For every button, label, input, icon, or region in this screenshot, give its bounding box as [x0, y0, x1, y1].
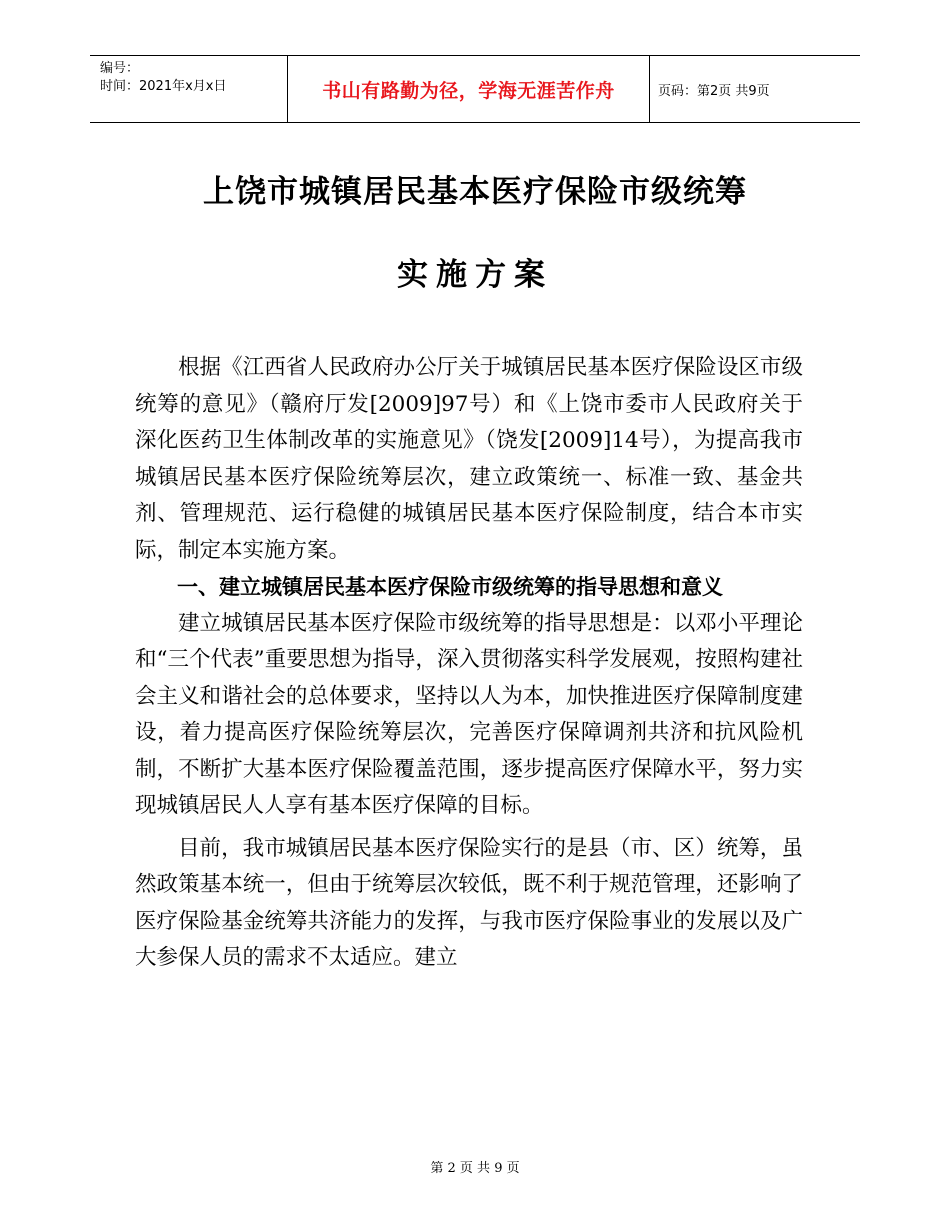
- header-motto: 书山有路勤为径，学海无涯苦作舟: [287, 56, 650, 122]
- header-meta: [90, 56, 287, 122]
- document-title-line-2: 实施方案: [397, 257, 553, 293]
- document-number-label: 编号：: [100, 61, 140, 76]
- header-page-info: 页码：第2页 共9页: [658, 83, 770, 99]
- document-title-line-1: 上饶市城镇居民基本医疗保险市级统筹: [203, 174, 747, 210]
- paragraph-guiding-ideology: 建立城镇居民基本医疗保险市级统筹的指导思想是：以邓小平理论和“三个代表”重要思想为指导，深入贯彻落实科学发展观，按照构建社会主义和谐社会的总体要求，坚持以人为本，加快推进医疗保障制度建设，着力提高医疗保险统筹层次，完善医疗保障调剂共济和抗风险机制，不断扩大基本医疗保险覆盖范围，逐步提高医疗保障水平，努力实现城镇居民人人享有基本医疗保障的目标。: [135, 610, 803, 818]
- paragraph-current-status: 目前，我市城镇居民基本医疗保险实行的是县（市、区）统筹，虽然政策基本统一，但由于统筹层次较低，既不利于规范管理，还影响了医疗保险基金统筹共济能力的发挥，与我市医疗保险事业的发展以及广大参保人员的需求不太适应。建立: [135, 835, 803, 970]
- page-footer: 第 2 页 共 9 页: [430, 1161, 520, 1176]
- document-body: [135, 350, 803, 977]
- page-header: [90, 55, 860, 123]
- section-heading-1: 一、建立城镇居民基本医疗保险市级统筹的指导思想和意义: [177, 575, 723, 599]
- document-time-label: 时间：2021年x月x日: [100, 79, 227, 94]
- paragraph-intro: 根据《江西省人民政府办公厅关于城镇居民基本医疗保险设区市级统筹的意见》（赣府厅发[2009]97号）和《上饶市委市人民政府关于深化医药卫生体制改革的实施意见》（饶发[2009]14号），为提高我市城镇居民基本医疗保险统筹层次，建立政策统一、标准一致、基金共剂、管理规范、运行稳健的城镇居民基本医疗保险制度，结合本市实际，制定本实施方案。: [135, 355, 803, 563]
